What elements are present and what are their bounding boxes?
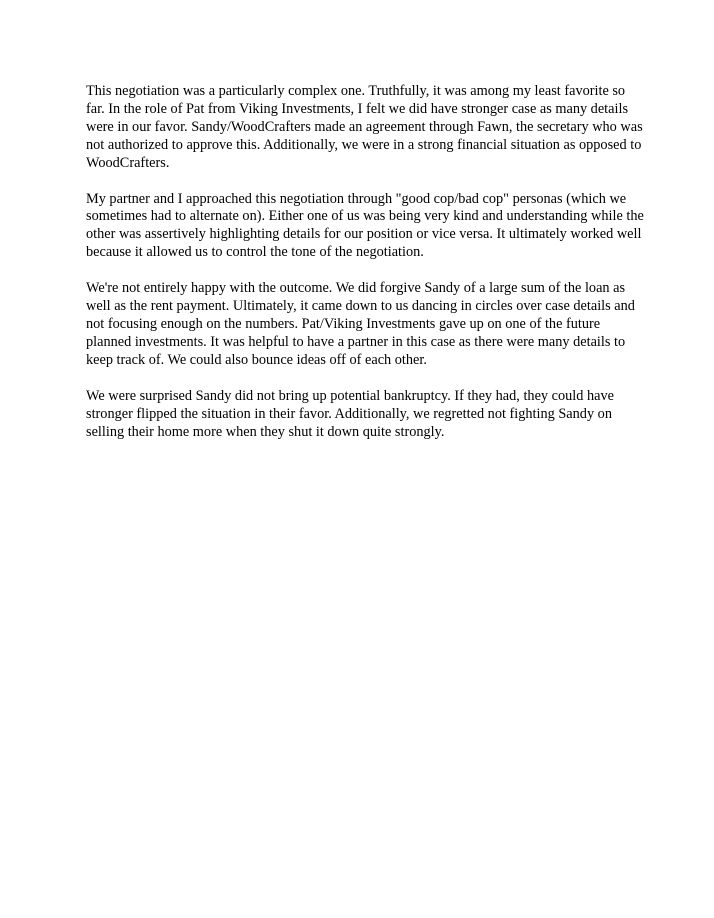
document-body: [86, 83, 644, 459]
paragraph-negotiation-overview: This negotiation was a particularly complex one. Truthfully, it was among my least favorite so far. In the role of Pat from Viking Investments, I felt we did have stronger case as many details were in our favor. Sandy/WoodCrafters made an agreement through Fawn, the secretary who was not authorized to approve this. Additionally, we were in a strong financial situation as opposed to WoodCrafters.: [86, 83, 643, 171]
paragraph-outcome: We're not entirely happy with the outcome. We did forgive Sandy of a large sum of the loan as well as the rent payment. Ultimately, it came down to us dancing in circles over case details and not focusing enough on the numbers. Pat/Viking Investments gave up on one of the future planned investments. It was helpful to have a partner in this case as there were many details to keep track of. We could also bounce ideas off of each other.: [86, 280, 635, 368]
paragraph-approach: My partner and I approached this negotiation through "good cop/bad cop" personas (which we sometimes had to alternate on). Either one of us was being very kind and understanding while the other was assertively highlighting details for our position or vice versa. It ultimately worked well because it allowed us to control the tone of the negotiation.: [86, 190, 644, 261]
paragraph-reflection: We were surprised Sandy did not bring up potential bankruptcy. If they had, they could have stronger flipped the situation in their favor. Additionally, we regretted not fighting Sandy on selling their home more when they shut it down quite strongly.: [86, 387, 614, 440]
